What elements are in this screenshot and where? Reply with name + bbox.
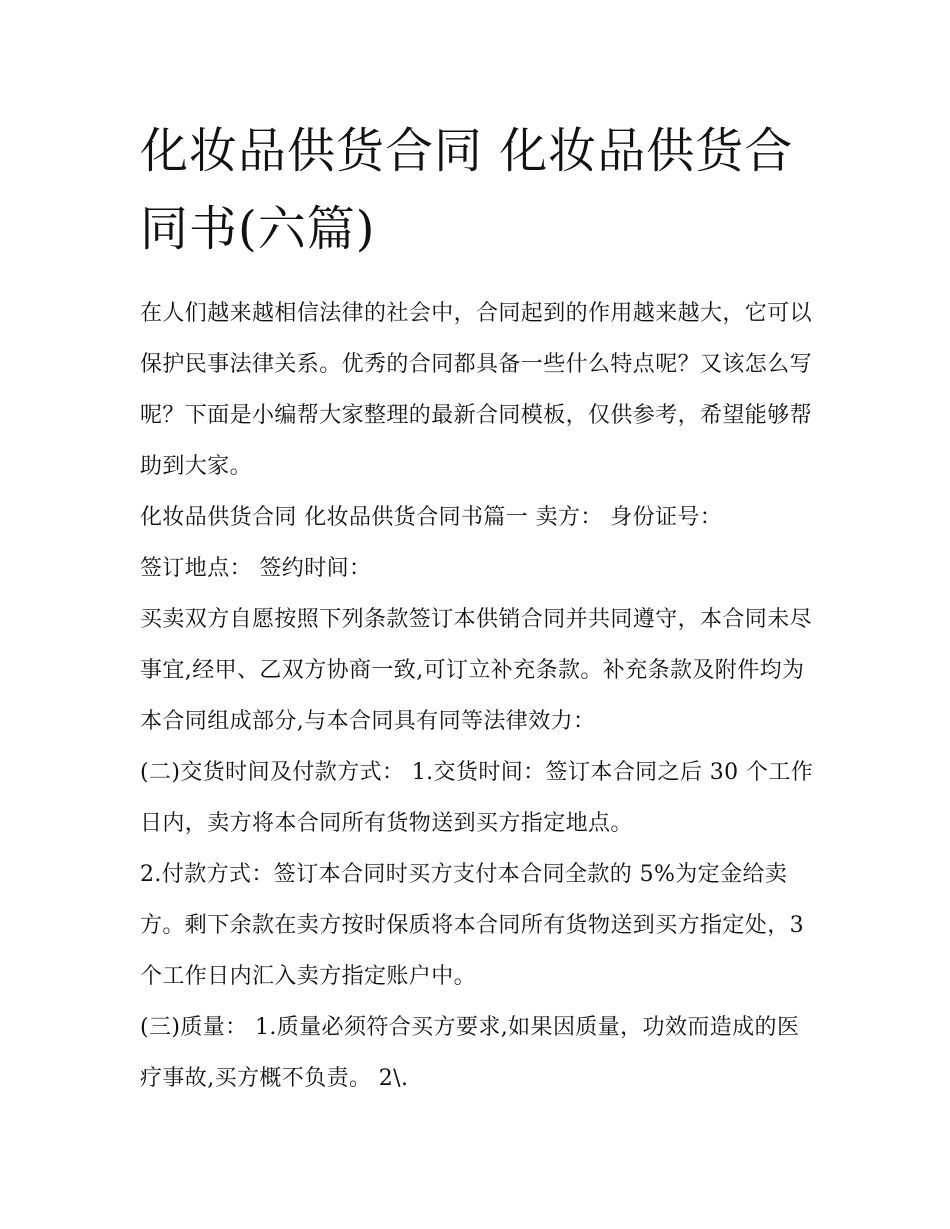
paragraph-signing-info: 签订地点： 签约时间： — [140, 556, 372, 581]
paragraph-delivery-time: (二)交货时间及付款方式： 1.交货时间：签订本合同之后 30 个工作日内，卖方将本合同所有货物送到买方指定地点。 — [140, 760, 814, 836]
document-title: 化妆品供货合同 化妆品供货合同书(六篇) — [140, 123, 794, 257]
paragraph-quality: (三)质量： 1.质量必须符合买方要求,如果因质量，功效而造成的医疗事故,买方概不负责。 2\. — [140, 1015, 800, 1091]
paragraph-payment-method: 2.付款方式：签订本合同时买方支付本合同全款的 5%为定金给卖方。剩下余款在卖方按时保质将本合同所有货物送到买方指定处，3 个工作日内汇入卖方指定账户中。 — [140, 862, 804, 989]
document-page — [140, 112, 820, 1104]
paragraph-agreement-terms: 买卖双方自愿按照下列条款签订本供销合同并共同遵守，本合同未尽事宜,经甲、乙双方协商一致,可订立补充条款。补充条款及附件均为本合同组成部分,与本合同具有同等法律效力： — [140, 607, 813, 734]
paragraph-intro: 在人们越来越相信法律的社会中，合同起到的作用越来越大，它可以保护民事法律关系。优秀的合同都具备一些什么特点呢？又该怎么写呢？下面是小编帮大家整理的最新合同模板，仅供参考，希望能够帮助到大家。 — [140, 301, 813, 479]
paragraph-seller-info: 化妆品供货合同 化妆品供货合同书篇一 卖方： 身份证号： — [140, 505, 723, 530]
